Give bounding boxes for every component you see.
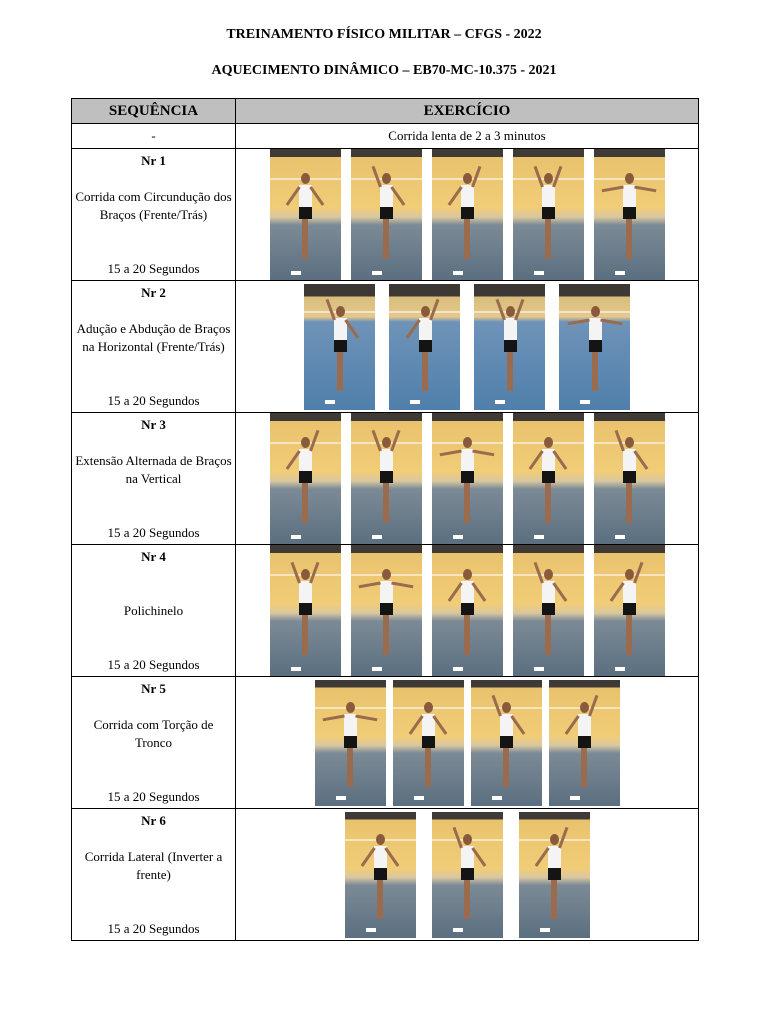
- athlete-figure: [460, 437, 474, 539]
- exercise-photo: [519, 812, 590, 938]
- exercise-photos: [236, 149, 698, 280]
- exercise-duration: 15 a 20 Segundos: [107, 261, 200, 276]
- exercise-photo: [345, 812, 416, 938]
- exercise-table: [71, 98, 699, 941]
- exercise-number: Nr 3: [141, 417, 166, 432]
- sequence-cell: [72, 413, 235, 544]
- exercise-photo: [594, 413, 665, 544]
- athlete-figure: [503, 306, 517, 404]
- athlete-figure: [541, 173, 555, 275]
- athlete-figure: [298, 569, 312, 671]
- exercise-photos: [236, 281, 698, 412]
- table-row: [72, 677, 699, 809]
- sequence-cell: [72, 809, 235, 940]
- exercise-duration: 15 a 20 Segundos: [107, 525, 200, 540]
- exercise-photo: [513, 545, 584, 676]
- athlete-figure: [460, 569, 474, 671]
- header-exercise: EXERCÍCIO: [236, 99, 699, 124]
- exercise-number: Nr 1: [141, 153, 166, 168]
- exercise-number: Nr 5: [141, 681, 166, 696]
- sequence-cell: [72, 545, 235, 676]
- exercise-number: Nr 2: [141, 285, 166, 300]
- exercise-photo: [270, 149, 341, 280]
- sequence-cell: [72, 149, 235, 280]
- exercise-photo: [594, 545, 665, 676]
- table-row: [72, 124, 699, 149]
- exercise-photo: [351, 413, 422, 544]
- exercise-name: Corrida Lateral (Inverter a frente): [84, 849, 223, 882]
- exercise-photo: [393, 680, 464, 806]
- exercise-photos: [236, 545, 698, 676]
- exercise-photo: [351, 149, 422, 280]
- exercise-photo: [432, 149, 503, 280]
- exercise-photo: [474, 284, 545, 410]
- table-row: [72, 413, 699, 545]
- exercise-name: Corrida com Torção de Tronco: [93, 717, 214, 750]
- table-row: [72, 281, 699, 413]
- warmup-exercise: Corrida lenta de 2 a 3 minutos: [236, 124, 699, 149]
- exercise-photo: [315, 680, 386, 806]
- athlete-figure: [588, 306, 602, 404]
- exercise-name: Corrida com Circundução dos Braços (Frente/Trás): [75, 189, 232, 222]
- exercise-name: Polichinelo: [123, 603, 184, 618]
- athlete-figure: [421, 702, 435, 800]
- athlete-figure: [333, 306, 347, 404]
- exercise-photos: [236, 677, 698, 808]
- table-row: [72, 809, 699, 941]
- exercise-photo: [304, 284, 375, 410]
- exercise-photo: [513, 149, 584, 280]
- athlete-figure: [622, 569, 636, 671]
- athlete-figure: [541, 569, 555, 671]
- warmup-sequence: -: [72, 124, 236, 149]
- document-title: TREINAMENTO FÍSICO MILITAR – CFGS - 2022: [226, 27, 542, 42]
- exercise-number: Nr 4: [141, 549, 166, 564]
- athlete-figure: [460, 173, 474, 275]
- exercise-photo: [270, 413, 341, 544]
- exercise-name: Adução e Abdução de Braços na Horizontal (Frente/Trás): [76, 321, 231, 354]
- header-sequence: SEQUÊNCIA: [72, 99, 236, 124]
- athlete-figure: [418, 306, 432, 404]
- athlete-figure: [499, 702, 513, 800]
- table-row: [72, 545, 699, 677]
- exercise-duration: 15 a 20 Segundos: [107, 789, 200, 804]
- exercise-photo: [549, 680, 620, 806]
- exercise-photo: [513, 413, 584, 544]
- athlete-figure: [577, 702, 591, 800]
- exercise-photo: [351, 545, 422, 676]
- athlete-figure: [379, 437, 393, 539]
- exercise-number: Nr 6: [141, 813, 166, 828]
- athlete-figure: [379, 173, 393, 275]
- athlete-figure: [373, 834, 387, 932]
- athlete-figure: [460, 834, 474, 932]
- exercise-photo: [559, 284, 630, 410]
- exercise-photo: [594, 149, 665, 280]
- exercise-photos: [236, 413, 698, 544]
- athlete-figure: [343, 702, 357, 800]
- exercise-duration: 15 a 20 Segundos: [107, 921, 200, 936]
- exercise-photo: [432, 413, 503, 544]
- document-subtitle: AQUECIMENTO DINÂMICO – EB70-MC-10.375 - 2021: [211, 63, 557, 78]
- athlete-figure: [298, 173, 312, 275]
- exercise-photo: [432, 545, 503, 676]
- exercise-photo: [432, 812, 503, 938]
- exercise-photo: [389, 284, 460, 410]
- exercise-photos: [236, 809, 698, 940]
- exercise-duration: 15 a 20 Segundos: [107, 657, 200, 672]
- athlete-figure: [298, 437, 312, 539]
- exercise-duration: 15 a 20 Segundos: [107, 393, 200, 408]
- athlete-figure: [541, 437, 555, 539]
- athlete-figure: [547, 834, 561, 932]
- sequence-cell: [72, 281, 235, 412]
- exercise-photo: [270, 545, 341, 676]
- sequence-cell: [72, 677, 235, 808]
- athlete-figure: [622, 437, 636, 539]
- athlete-figure: [379, 569, 393, 671]
- athlete-figure: [622, 173, 636, 275]
- exercise-photo: [471, 680, 542, 806]
- table-row: [72, 149, 699, 281]
- exercise-name: Extensão Alternada de Braços na Vertical: [75, 453, 232, 486]
